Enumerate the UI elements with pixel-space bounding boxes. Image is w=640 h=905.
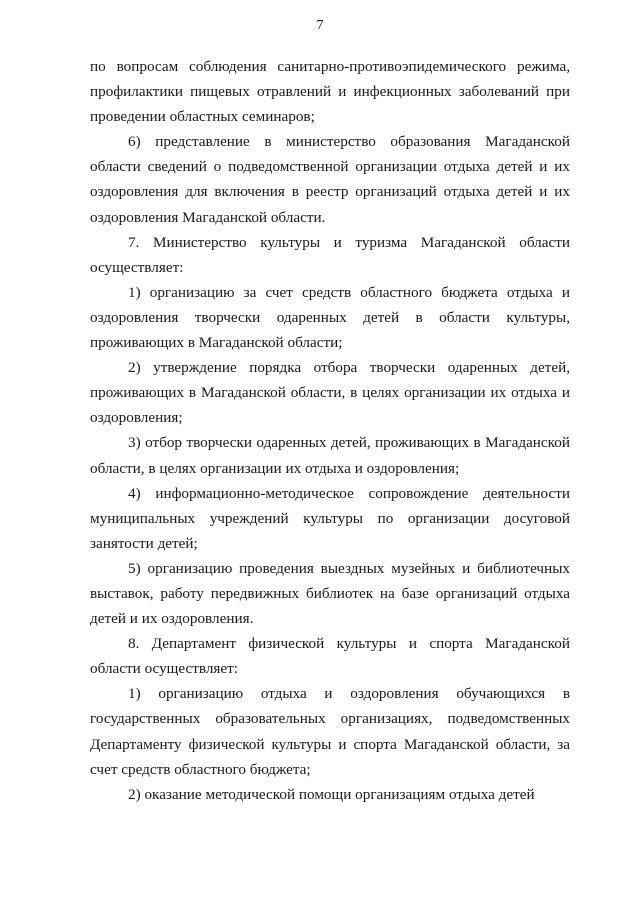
paragraph-7-item-4: 4) информационно-методическое сопровождение деятельности муниципальных учреждений культуры по организации досуговой занятости детей; xyxy=(90,484,570,552)
paragraph-section-8: 8. Департамент физической культуры и спорта Магаданской области осуществляет: xyxy=(90,635,570,678)
paragraph-7-item-3: 3) отбор творчески одаренных детей, проживающих в Магаданской области, в целях организации их отдыха и оздоровления; xyxy=(90,434,570,477)
paragraph-7-item-2: 2) утверждение порядка отбора творчески одаренных детей, проживающих в Магаданской области, в целях организации их отдыха и оздоровления; xyxy=(90,359,570,427)
paragraph-8-item-2: 2) оказание методической помощи организациям отдыха детей xyxy=(128,785,535,803)
paragraph-7-item-1: 1) организацию за счет средств областного бюджета отдыха и оздоровления творчески одаренных детей в области культуры, проживающих в Магаданской области; xyxy=(90,283,570,352)
paragraph-8-item-1: 1) организацию отдыха и оздоровления обучающихся в государственных образовательных организациях, подведомственных Департаменту физической культуры и спорта Магаданской области, за счет средств областного бюджета; xyxy=(90,685,570,778)
document-body xyxy=(90,54,570,807)
paragraph-item-6: 6) представление в министерство образования Магаданской области сведений о подведомственной организации отдыха детей и их оздоровления для включения в реестр организаций отдыха детей и их оздоровления Магаданской области. xyxy=(90,133,570,226)
paragraph-7-item-5: 5) организацию проведения выездных музейных и библиотечных выставок, работу передвижных библиотек на базе организаций отдыха детей и их оздоровления. xyxy=(90,559,570,628)
paragraph-section-7: 7. Министерство культуры и туризма Магаданской области осуществляет: xyxy=(90,233,570,276)
page-number: 7 xyxy=(316,18,324,33)
paragraph-continuation: по вопросам соблюдения санитарно-противоэпидемического режима, профилактики пищевых отравлений и инфекционных заболеваний при проведении областных семинаров; xyxy=(90,58,570,126)
